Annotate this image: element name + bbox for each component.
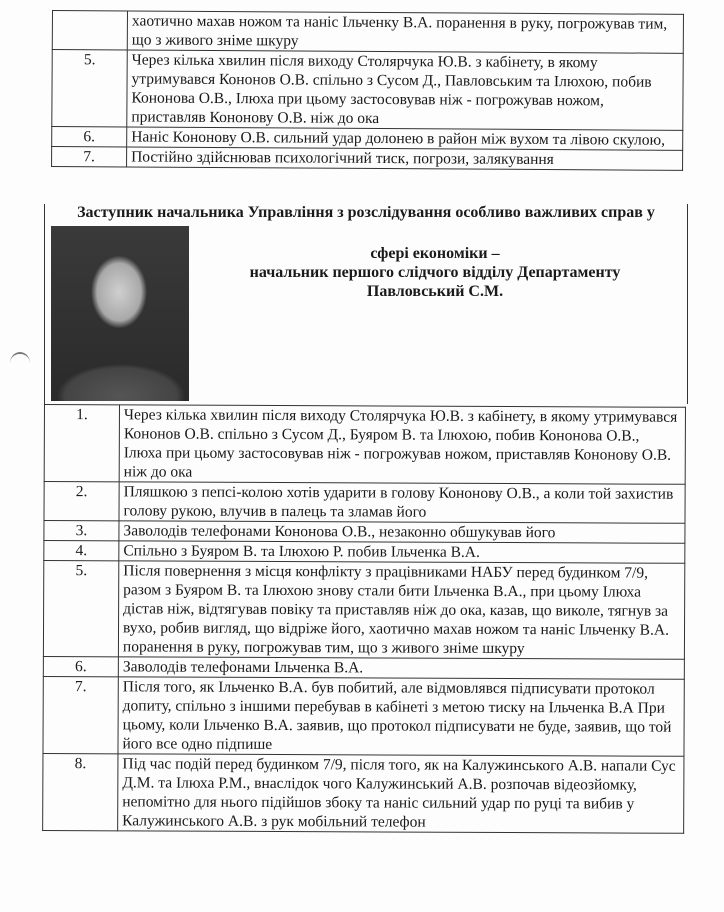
table-row xyxy=(43,676,684,756)
person-section xyxy=(44,204,688,404)
incident-table-bottom xyxy=(42,404,686,834)
row-text: Постійно здійснював психологічний тиск, погрози, залякування xyxy=(127,147,683,170)
table-row xyxy=(43,656,684,679)
row-number xyxy=(52,11,127,50)
row-number: 6. xyxy=(52,127,127,147)
row-text: Під час подій перед будинком 7/9, після того, як на Калужинського А.В. напали Сус Д.М. та Ілюха Р.М., внаслідок чого Калужинський А.В. розпочав відеозйомку, непомітно для нього підійшов збоку та наніс сильний удар по руці та вибив у Калужинського А.В. з рук мобільний телефон xyxy=(118,754,684,833)
person-name: Павловський С.М. xyxy=(366,283,504,300)
row-number: 5. xyxy=(52,50,127,127)
row-number: 1. xyxy=(44,405,119,482)
row-text: Пляшкою з пепсі-колою хотів ударити в голову Кононову О.В., а коли той захистив голову рукою, влучив в палець та зламав його xyxy=(119,482,685,523)
incident-table-top xyxy=(51,10,684,171)
row-number: 4. xyxy=(44,541,119,561)
row-text: хаотично махав ножом та наніс Ільченку В.А. поранення в руку, погрожував тим, що з живого зніме шкуру xyxy=(127,11,683,53)
position-heading-line2: сфері економіки – xyxy=(370,245,500,262)
row-text: Після того, як Ільченко В.А. був побитий, але відмовлявся підписувати протокол допиту, спільно з іншими перебував в кабінеті з метою тиску на Ільченка В.А При цьому, коли Ільченко В.А. заявив, що протокол підписувати не буде, заявив, що той його все одно підпише xyxy=(118,677,684,756)
table-row xyxy=(43,561,684,660)
table-row xyxy=(44,482,685,524)
position-heading-line3: начальник першого слідчого відділу Департаменту xyxy=(249,264,621,281)
row-text: Після повернення з місця конфлікту з працівниками НАБУ перед будинком 7/9, разом з Буяром В. та Ілюхою знову стали бити Ільченка В.А., при цьому Ілюха дістав ніж, відтягував повіку та приставляв ніж до ока, казав, що виколе, тягнув за вухо, робив вигляд, що відріже його, хаотично махав ножом та наніс Ільченку В.А. поранення в руку, погрожував тим, що з живого зніме шкуру xyxy=(118,561,684,659)
position-heading-continued xyxy=(195,244,675,301)
table-row xyxy=(52,50,683,131)
position-heading: Заступник начальника Управління з розслідування особливо важливих справ у xyxy=(77,204,655,221)
table-row xyxy=(43,753,684,833)
row-number: 3. xyxy=(44,521,119,541)
row-text: Заволодів телефонами Ільченка В.А. xyxy=(118,657,684,679)
row-number: 2. xyxy=(44,482,119,521)
person-photo xyxy=(51,226,189,401)
table-row xyxy=(52,147,683,171)
table-row xyxy=(44,541,685,564)
row-text: Через кілька хвилин після виходу Столярчука Ю.В. з кабінету, в якому утримувався Кононов О.В. спільно з Сусом Д., Павловським та Ілюхою, побив Кононова О.В., Ілюха при цьому застосовував ніж - погрожував ножом, приставляв Кононову О.В. ніж до ока xyxy=(127,50,683,130)
row-text: Спільно з Буяром В. та Ілюхою Р. побив Ільченка В.А. xyxy=(119,541,685,563)
row-number: 7. xyxy=(43,676,118,753)
table-row xyxy=(44,405,685,485)
binder-hole-mark xyxy=(10,352,30,374)
row-text: Через кілька хвилин після виходу Столярчука Ю.В. з кабінету, в якому утримувався Кононов О.В. спільно з Сусом Д., Буяром В. та Ілюхою, побив Кононова О.В., Ілюха при цьому застосовував ніж - погрожував ножом, приставляв Кононову О.В. ніж до ока xyxy=(119,405,685,484)
row-text: Наніс Кононову О.В. сильний удар долонею в район між вухом та лівою скулою, xyxy=(127,127,683,150)
row-text: Заволодів телефонами Кононова О.В., незаконно обшукував його xyxy=(119,521,685,543)
row-number: 6. xyxy=(43,656,118,676)
row-number: 8. xyxy=(43,753,118,830)
table-row xyxy=(44,521,685,544)
row-number: 5. xyxy=(43,561,118,657)
row-number: 7. xyxy=(52,147,127,167)
table-row xyxy=(52,11,683,54)
